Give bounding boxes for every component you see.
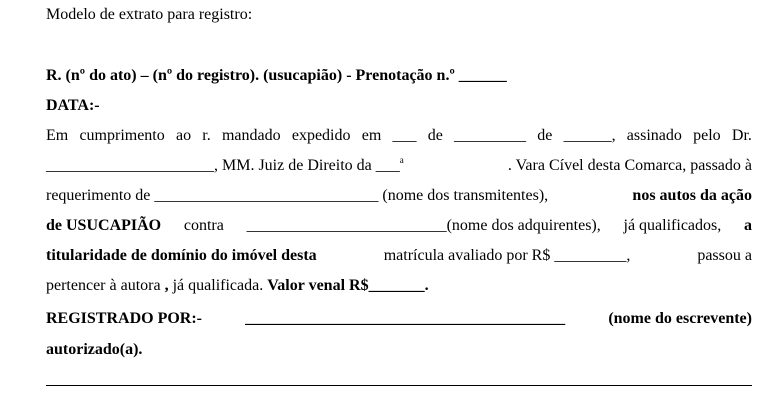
date-year-blank: ______, (563, 127, 616, 144)
word: pelo (693, 127, 721, 144)
valuation-text: matrícula avaliado por R$ _________, (383, 247, 631, 264)
action-text: nos autos da ação (632, 187, 752, 204)
word: mandado (221, 127, 281, 144)
court-text: . Vara Cível desta Comarca, passado à (507, 157, 752, 174)
authorized-text: autorizado(a). (46, 341, 143, 358)
comma-text: , (164, 277, 169, 294)
acquirers-text: _________________________(nome dos adquirentes), (246, 217, 601, 234)
registry-title: R. (nº do ato) – (nº do registro). (usucapião) - Prenotação n.º ______ (46, 67, 507, 84)
document-heading: Modelo de extrato para registro: (46, 6, 253, 23)
usucapiao-text: de USUCAPIÃO (46, 217, 162, 234)
date-day-blank: ___ (392, 127, 417, 144)
venal-value-label: Valor venal R$ (267, 277, 369, 294)
body-line-6 (46, 276, 429, 296)
passed-text: passou a (697, 247, 752, 264)
word: r. (202, 127, 211, 144)
body-line-3 (46, 186, 752, 206)
word: cumprimento (79, 127, 165, 144)
qualified-text: já qualificados, (623, 217, 722, 234)
signature-rule (46, 385, 752, 386)
word: em (361, 127, 382, 144)
judge-segment (46, 156, 404, 176)
word: assinado (626, 127, 682, 144)
belong-text: pertencer à autora (46, 277, 161, 294)
word: Em (46, 127, 69, 144)
registered-by-label: REGISTRADO POR:- (46, 310, 203, 327)
clerk-blank: ________________________________________ (245, 310, 566, 327)
qualified-fem-text: já qualificada. (172, 277, 264, 294)
venal-value-blank: _______. (368, 277, 429, 294)
body-line-1 (46, 126, 752, 146)
body-line-2 (46, 156, 752, 176)
body-line-4 (46, 216, 752, 236)
ownership-text: titularidade de domínio do imóvel desta (46, 247, 317, 264)
ordinal-superscript: a (399, 155, 404, 165)
word: expedido (291, 127, 351, 144)
body-line-5 (46, 246, 752, 266)
registered-by-line (46, 309, 752, 329)
transmitters-text: requerimento de ____________________________ (nome dos transmitentes), (46, 187, 549, 204)
word: de (427, 127, 443, 144)
judge-name-text: _____________________, MM. Juiz de Direito da ___ (46, 157, 400, 174)
date-label: DATA:- (46, 97, 100, 114)
clerk-name-hint: (nome do escrevente) (608, 310, 752, 327)
word: de (537, 127, 553, 144)
article-a-text: a (743, 217, 752, 234)
word: ao (175, 127, 192, 144)
contra-text: contra (183, 217, 224, 234)
word: Dr. (731, 127, 752, 144)
date-month-blank: _________ (454, 127, 527, 144)
